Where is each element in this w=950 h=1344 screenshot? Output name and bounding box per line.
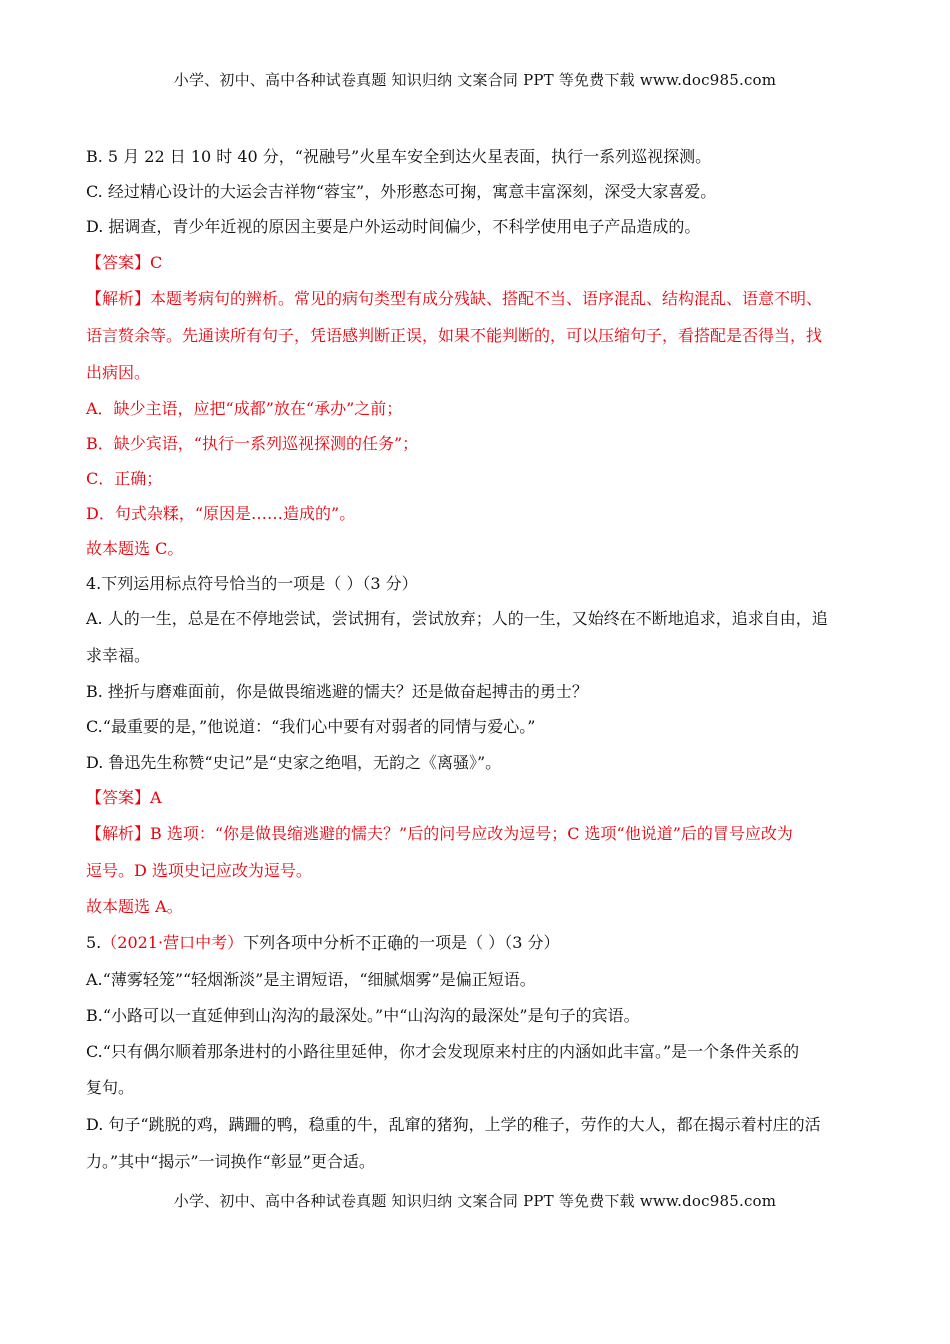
page-header: 小学、初中、高中各种试卷真题 知识归纳 文案合同 PPT 等免费下载 www.doc985.com	[173, 71, 777, 89]
q5-number: 5.	[86, 933, 102, 952]
q5-option-b: B.“小路可以一直延伸到山沟沟的最深处。”中“山沟沟的最深处”是句子的宾语。	[86, 1006, 640, 1025]
q4-option-b: B. 挫折与磨难面前，你是做畏缩逃避的懦夫？还是做奋起搏击的勇士？	[86, 682, 588, 701]
q4-stem: 4.下列运用标点符号恰当的一项是（ ）（3 分）	[86, 574, 418, 593]
q5-emphasis-char: 不	[355, 933, 372, 952]
q4-option-a-line1: A. 人的一生，总是在不停地尝试，尝试拥有，尝试放弃；人的一生，又始终在不断地追求，追求自由，追	[86, 609, 828, 628]
q5-option-d-line1: D. 句子“跳脱的鸡，蹒跚的鸭，稳重的牛，乱窜的猪狗，上学的稚子，劳作的大人，都在揭示着村庄的活	[86, 1115, 821, 1134]
q4-answer: 【答案】A	[86, 788, 162, 807]
q4-option-c: C.“最重要的是，”他说道：“我们心中要有对弱者的同情与爱心。”	[86, 717, 536, 736]
q5-stem-post: 的一项是（ ）（3 分）	[403, 933, 560, 952]
q3-option-d: D. 据调查，青少年近视的原因主要是户外运动时间偏少，不科学使用电子产品造成的。	[86, 217, 701, 236]
q4-conclusion: 故本题选 A。	[86, 897, 183, 916]
q3-option-c: C. 经过精心设计的大运会吉祥物“蓉宝”，外形憨态可掬，寓意丰富深刻，深受大家喜爱。	[86, 182, 717, 201]
q4-analysis-line1: 【解析】B 选项：“你是做畏缩逃避的懦夫？”后的问号应改为逗号；C 选项“他说道”后的冒号应改为	[86, 824, 793, 843]
q3-option-b: B. 5 月 22 日 10 时 40 分，“祝融号”火星车安全到达火星表面，执行一系列巡视探测。	[86, 147, 712, 166]
q3-analysis-line2: 语言赘余等。先通读所有句子，凭语感判断正误，如果不能判断的，可以压缩句子，看搭配是否得当，找	[86, 326, 823, 345]
q4-analysis-line2: 逗号。D 选项史记应改为逗号。	[86, 861, 312, 880]
q4-option-a-line2: 求幸福。	[86, 646, 151, 665]
q5-stem	[86, 933, 866, 953]
q4-option-d: D. 鲁迅先生称赞“史记”是“史家之绝唱，无韵之《离骚》”。	[86, 753, 502, 772]
q3-analysis-line1: 【解析】本题考病句的辨析。常见的病句类型有成分残缺、搭配不当、语序混乱、结构混乱、语意不明、	[86, 289, 823, 308]
q3-answer: 【答案】C	[86, 253, 163, 272]
q5-option-a: A.“薄雾轻笼”“轻烟渐淡”是主谓短语，“细腻烟雾”是偏正短语。	[86, 970, 536, 989]
q5-emphasis-char: 确	[387, 933, 404, 952]
q3-analysis-line3: 出病因。	[86, 363, 151, 382]
q3-note-b: B．缺少宾语，“执行一系列巡视探测的任务”；	[86, 434, 419, 453]
q3-note-a: A．缺少主语，应把“成都”放在“承办”之前；	[86, 399, 403, 418]
q5-stem-pre: 下列各项中分析	[243, 933, 356, 952]
q5-emphasis-char: 正	[371, 933, 388, 952]
q5-option-c-line2: 复句。	[86, 1078, 135, 1097]
q5-source: （2021·营口中考）	[101, 933, 244, 952]
q3-note-d: D．句式杂糅，“原因是……造成的”。	[86, 504, 356, 523]
q5-option-d-line2: 力。”其中“揭示”一词换作“彰显”更合适。	[86, 1152, 375, 1171]
q5-option-c-line1: C.“只有偶尔顺着那条进村的小路往里延伸，你才会发现原来村庄的内涵如此丰富。”是一个条件关系的	[86, 1042, 800, 1061]
q3-note-c: C．正确；	[86, 469, 163, 488]
page-footer: 小学、初中、高中各种试卷真题 知识归纳 文案合同 PPT 等免费下载 www.doc985.com	[173, 1192, 777, 1210]
q3-conclusion: 故本题选 C。	[86, 539, 184, 558]
